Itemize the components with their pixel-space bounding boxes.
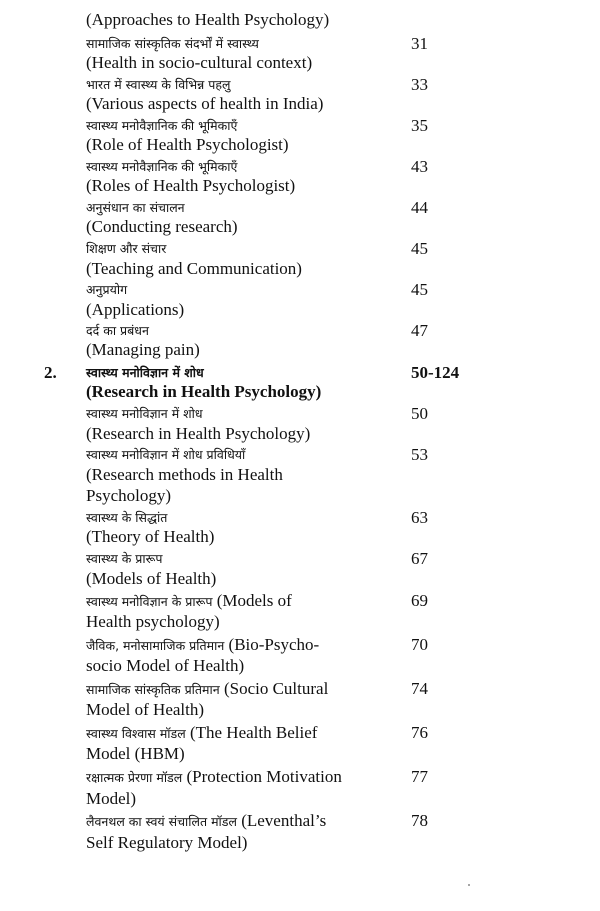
entry-english-title-cont: socio Model of Health)	[86, 656, 245, 675]
entry-english-title: (Health in socio-cultural context)	[86, 53, 313, 72]
entry-english-title: (Models of Health)	[86, 569, 217, 588]
entry-page-number: 35	[411, 116, 428, 135]
toc-entry	[0, 766, 600, 788]
entry-hindi-title: जैविक, मनोसामाजिक प्रतिमान	[86, 638, 225, 653]
entry-page-number: 45	[411, 239, 428, 258]
toc-entry	[0, 810, 600, 832]
toc-entry-line	[0, 464, 600, 486]
entry-english-title: (Socio Cultural	[223, 679, 329, 698]
toc-entry-line	[0, 258, 600, 280]
entry-hindi-title: स्वास्थ्य मनोवैज्ञानिक की भूमिकाएँ	[86, 159, 238, 174]
entry-page-number: 67	[411, 549, 428, 568]
toc-entry-line	[0, 175, 600, 197]
toc-entry-line	[0, 788, 600, 810]
entry-english-title: (Research methods in Health	[86, 465, 283, 484]
entry-english-title: (Role of Health Psychologist)	[86, 135, 289, 154]
entry-hindi-title: स्वास्थ्य के प्रारूप	[86, 551, 163, 566]
entry-title-mixed	[86, 810, 326, 833]
entry-page-number: 43	[411, 157, 428, 176]
toc-entry-line	[0, 216, 600, 238]
entry-page-number: 69	[411, 591, 428, 610]
entry-page-number: 70	[411, 635, 428, 654]
entry-hindi-title: सामाजिक सांस्कृतिक संदर्भों में स्वास्थ्य	[86, 36, 259, 51]
entry-english-title: (Leventhal’s	[241, 811, 327, 830]
entry-english-title-cont: Model of Health)	[86, 700, 205, 719]
toc-entry-line	[0, 423, 600, 445]
entry-english-title: (Theory of Health)	[86, 527, 215, 546]
entry-english-title: (Various aspects of health in India)	[86, 94, 324, 113]
toc-entry	[0, 403, 600, 425]
entry-hindi-title: सामाजिक सांस्कृतिक प्रतिमान	[86, 682, 220, 697]
entry-title-mixed	[86, 722, 317, 745]
entry-title-mixed	[86, 678, 328, 701]
chapter-heading-line	[0, 381, 600, 403]
entry-hindi-title: स्वास्थ्य मनोविज्ञान के प्रारूप	[86, 594, 213, 609]
toc-entry	[0, 279, 600, 301]
entry-page-number: 74	[411, 679, 428, 698]
entry-english-title: (The Health Belief	[189, 723, 318, 742]
entry-english-title-cont: Model)	[86, 789, 137, 808]
entry-english-title-cont: Psychology)	[86, 486, 171, 505]
entry-english-title-cont: Health psychology)	[86, 612, 220, 631]
entry-page-number: 63	[411, 508, 428, 527]
toc-entry	[0, 238, 600, 260]
entry-hindi-title: स्वास्थ्य विश्वास मॉडल	[86, 726, 186, 741]
entry-hindi-title: अनुसंधान का संचालन	[86, 200, 185, 215]
toc-entry	[0, 590, 600, 612]
entry-hindi-title: शिक्षण और संचार	[86, 241, 167, 256]
entry-hindi-title: दर्द का प्रबंधन	[86, 323, 149, 338]
entry-page-number: 47	[411, 321, 428, 340]
entry-page-number: 78	[411, 811, 428, 830]
entry-hindi-title: स्वास्थ्य मनोविज्ञान में शोध प्रविधियाँ	[86, 447, 246, 462]
entry-page-number: 45	[411, 280, 428, 299]
entry-page-number: 50	[411, 404, 428, 423]
toc-entry-line	[0, 699, 600, 721]
toc-entry	[0, 634, 600, 656]
toc-entry-line	[0, 485, 600, 507]
entry-english-title-cont: Self Regulatory Model)	[86, 833, 248, 852]
chapter-number: 2.	[44, 363, 57, 382]
entry-page-number: 53	[411, 445, 428, 464]
toc-entry-line	[0, 655, 600, 677]
entry-english-title: (Conducting research)	[86, 217, 238, 236]
toc-entry	[0, 722, 600, 744]
scan-speck	[468, 884, 470, 886]
toc-entry	[0, 548, 600, 570]
toc-entry-line	[0, 568, 600, 590]
entry-hindi-title: अनुप्रयोग	[86, 282, 128, 297]
toc-entry	[0, 678, 600, 700]
entry-hindi-title: रक्षात्मक प्रेरणा मॉडल	[86, 770, 183, 785]
entry-page-number: 31	[411, 34, 428, 53]
entry-page-number: 76	[411, 723, 428, 742]
entry-hindi-title: लैवनथल का स्वयं संचालित मॉडल	[86, 814, 237, 829]
toc-entry-line	[0, 339, 600, 361]
entry-page-number: 44	[411, 198, 428, 217]
entry-english-title: (Research in Health Psychology)	[86, 424, 311, 443]
entry-english-title: (Applications)	[86, 300, 185, 319]
toc-entry-line	[0, 299, 600, 321]
entry-hindi-title: स्वास्थ्य मनोवैज्ञानिक की भूमिकाएँ	[86, 118, 238, 133]
entry-english-title: (Roles of Health Psychologist)	[86, 176, 296, 195]
entry-hindi-title: स्वास्थ्य मनोविज्ञान में शोध	[86, 406, 203, 421]
entry-english-title: (Models of	[216, 591, 292, 610]
entry-english-title: (Approaches to Health Psychology)	[86, 10, 330, 29]
entry-page-number: 77	[411, 767, 428, 786]
toc-entry-line	[0, 832, 600, 854]
toc-entry-line	[0, 9, 600, 31]
toc-entry-line	[0, 743, 600, 765]
toc-entry	[0, 444, 600, 466]
toc-entry-line	[0, 93, 600, 115]
chapter-page-range: 50-124	[411, 363, 460, 382]
toc-entry-line	[0, 526, 600, 548]
entry-english-title-cont: Model (HBM)	[86, 744, 185, 763]
chapter-hindi-title: स्वास्थ्य मनोविज्ञान में शोध	[86, 365, 204, 380]
entry-hindi-title: भारत में स्वास्थ्य के विभिन्न पहलु	[86, 77, 231, 92]
entry-english-title: (Protection Motivation	[186, 767, 342, 786]
entry-english-title: (Managing pain)	[86, 340, 200, 359]
toc-entry-line	[0, 52, 600, 74]
entry-title-mixed	[86, 590, 292, 613]
entry-title-mixed	[86, 634, 319, 657]
entry-english-title: (Bio-Psycho-	[228, 635, 320, 654]
toc-entry-line	[0, 134, 600, 156]
toc-entry-line	[0, 611, 600, 633]
entry-page-number: 33	[411, 75, 428, 94]
entry-english-title: (Teaching and Communication)	[86, 259, 302, 278]
entry-hindi-title: स्वास्थ्य के सिद्धांत	[86, 510, 168, 525]
chapter-english-title: (Research in Health Psychology)	[86, 382, 322, 401]
entry-title-mixed	[86, 766, 342, 789]
